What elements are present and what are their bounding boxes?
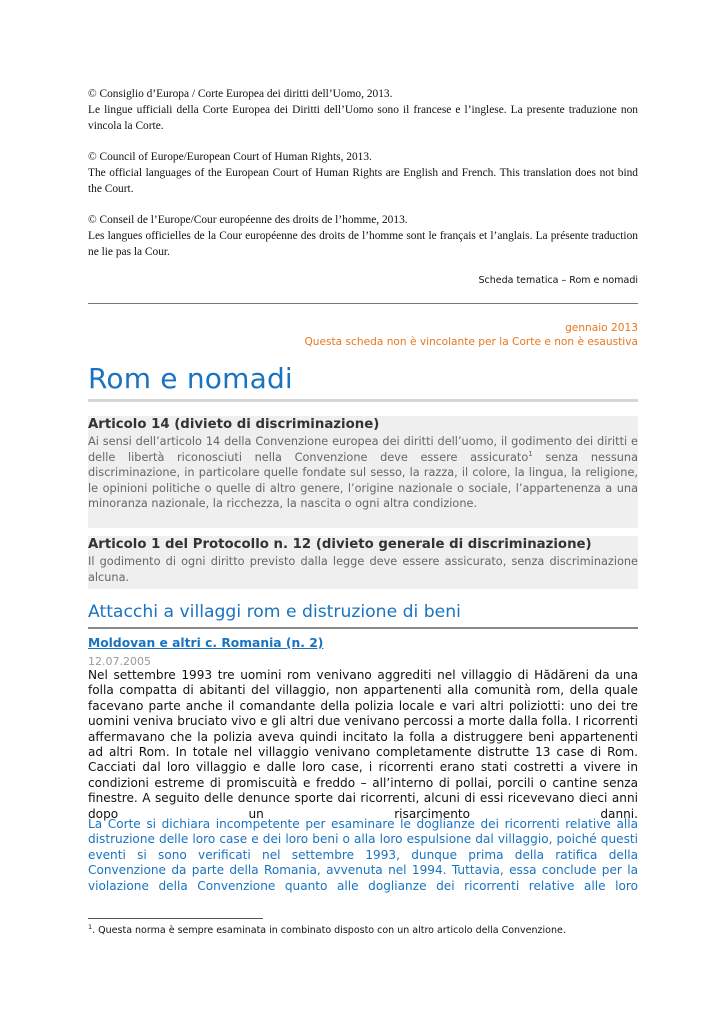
case-court-findings: La Corte si dichiara incompetente per esaminare le doglianze dei ricorrenti relative alla distruzione delle loro case e dei loro beni o alla loro espulsione dal villaggio, poiché questi eventi si sono verificati nel settembre 1993, dunque prima della ratifica della Convenzione da parte della Romania, avvenuta nel 1994. Tuttavia, essa conclude per la violazione della Convenzione quanto alle doglianze dei ricorrenti relative alle loro xyxy=(88,817,638,893)
copyright-english xyxy=(88,149,638,197)
copyright-text: Les langues officielles de la Cour européenne des droits de l’homme sont le français et l’anglais. La présente traduction ne lie pas la Cour. xyxy=(88,230,638,258)
case-facts: Nel settembre 1993 tre uomini rom venivano aggrediti nel villaggio di Hădăreni da una folla compatta di abitanti del villaggio, non appartenenti alla comunità rom, della quale facevano parte anche il comandante della polizia locale e vari altri poliziotti: uno dei tre uomini veniva bruciato vivo e gli altri due venivano percossi a morte dalla folla. I ricorrenti affermavano che la polizia aveva quindi incitato la folla a distruggere beni appartenenti ad altri Rom. In totale nel villaggio venivano completamente distrutte 13 case di Rom. Cacciati dal loro villaggio e dalle loro case, i ricorrenti erano stati costretti a vivere in condizioni estreme di promiscuità e freddo – all’interno di pollai, porcili o cantine senza finestre. A seguito delle denunce sporte dai ricorrenti, alcuni di essi ricevevano dieci anni dopo un risarcimento danni. xyxy=(88,668,638,821)
footnote xyxy=(88,923,566,936)
footnote-reference[interactable]: 1 xyxy=(528,449,533,458)
section-title: Attacchi a villaggi rom e distruzione di beni xyxy=(88,602,461,622)
section-divider xyxy=(88,627,638,629)
footnote-text: . Questa norma è sempre esaminata in combinato disposto con un altro articolo della Convenzione. xyxy=(92,925,566,937)
case-link[interactable]: Moldovan e altri c. Romania (n. 2) xyxy=(88,636,324,650)
article-text xyxy=(88,434,638,512)
factsheet-label: Scheda tematica – Rom e nomadi xyxy=(478,275,638,286)
copyright-italian xyxy=(88,86,638,134)
article-text-after: senza nessuna discriminazione, in particolare quelle fondate sul sesso, la razza, il colore, la lingua, la religione, le opinioni politiche o quelle di altro genere, l’origine nazionale o sociale, l’appartenenza a una minoranza nazionale, la ricchezza, la nascita o ogni altra condizione. xyxy=(88,450,638,511)
article-text: Il godimento di ogni diritto previsto dalla legge deve essere assicurato, senza discriminazione alcuna. xyxy=(88,555,638,584)
article-text-before: Ai sensi dell’articolo 14 della Convenzione europea dei diritti dell’uomo, il godimento dei diritti e delle libertà riconosciuti nella Convenzione deve essere assicurato xyxy=(88,435,638,464)
footnote-number: 1 xyxy=(88,923,93,931)
copyright-french xyxy=(88,212,638,260)
copyright-holder: © Council of Europe/European Court of Human Rights, 2013. xyxy=(88,151,372,163)
copyright-holder: © Consiglio d’Europa / Corte Europea dei diritti dell’Uomo, 2013. xyxy=(88,88,393,100)
title-divider xyxy=(88,399,638,402)
copyright-text: The official languages of the European Court of Human Rights are English and French. This translation does not bind the Court. xyxy=(88,167,638,195)
header-divider xyxy=(88,303,638,304)
article-14-box xyxy=(88,416,638,528)
case-date: 12.07.2005 xyxy=(88,655,151,668)
factsheet-notice: Questa scheda non è vincolante per la Corte e non è esaustiva xyxy=(304,336,638,348)
copyright-text: Le lingue ufficiali della Corte Europea dei Diritti dell’Uomo sono il francese e l’inglese. La presente traduzione non vincola la Corte. xyxy=(88,104,638,132)
article-heading: Articolo 1 del Protocollo n. 12 (divieto generale di discriminazione) xyxy=(88,537,592,552)
article-heading: Articolo 14 (divieto di discriminazione) xyxy=(88,417,380,432)
footnote-divider xyxy=(88,918,263,919)
factsheet-date: gennaio 2013 xyxy=(565,322,638,334)
protocol-12-box xyxy=(88,536,638,589)
page-title: Rom e nomadi xyxy=(88,362,293,395)
copyright-holder: © Conseil de l’Europe/Cour européenne des droits de l’homme, 2013. xyxy=(88,214,408,226)
